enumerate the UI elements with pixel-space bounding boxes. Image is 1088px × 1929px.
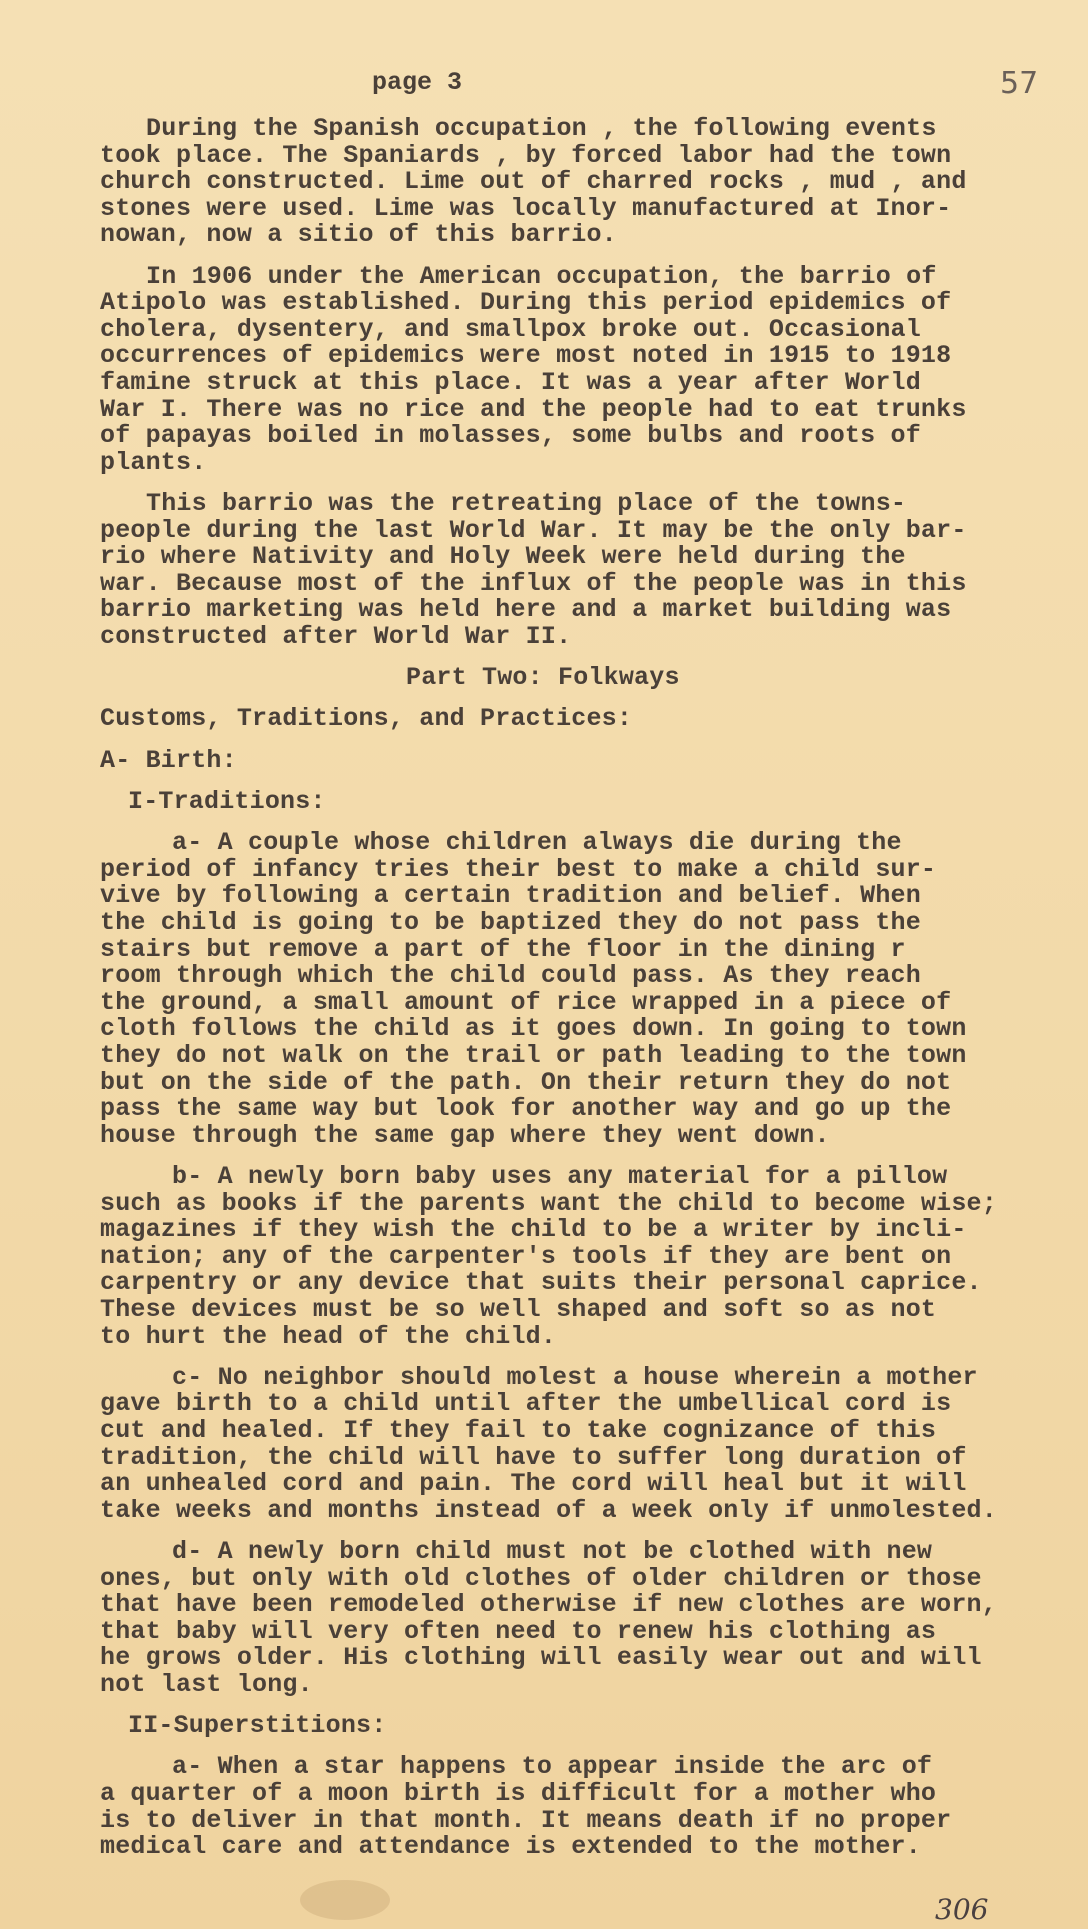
paragraph-line: stairs but remove a part of the floor in the dining r (100, 935, 906, 964)
paragraph-line: that baby will very often need to renew his clothing as (100, 1617, 937, 1646)
paragraph-line: barrio marketing was held here and a market building was (100, 595, 952, 624)
page-label: page 3 (372, 68, 463, 97)
paragraph-line: nation; any of the carpenter's tools if they are bent on (100, 1242, 952, 1271)
subsection-heading: A- Birth: (100, 746, 237, 775)
paragraph-line: c- No neighbor should molest a house wherein a mother (172, 1363, 978, 1392)
paragraph-line: take weeks and months instead of a week only if unmolested. (100, 1496, 997, 1525)
paragraph-line: d- A newly born child must not be clothed with new (172, 1537, 933, 1566)
paragraph-line: people during the last World War. It may be the only bar- (100, 516, 967, 545)
paragraph-line: took place. The Spaniards , by forced labor had the town (100, 141, 952, 170)
paragraph-line: During the Spanish occupation , the following events (146, 114, 937, 143)
subsection-heading: Customs, Traditions, and Practices: (100, 704, 633, 733)
paragraph-line: but on the side of the path. On their return they do not (100, 1068, 952, 1097)
paragraph-line: cloth follows the child as it goes down. In going to town (100, 1014, 967, 1043)
paragraph-line: tradition, the child will have to suffer long duration of (100, 1443, 967, 1472)
paragraph-line: he grows older. His clothing will easily wear out and will (100, 1643, 982, 1672)
paragraph-line: house through the same gap where they went down. (100, 1121, 830, 1150)
paragraph-line: ones, but only with old clothes of older children or those (100, 1564, 982, 1593)
handwritten-page-number: 306 (935, 1893, 989, 1926)
paragraph-line: an unhealed cord and pain. The cord will heal but it will (100, 1469, 967, 1498)
paragraph-line: stones were used. Lime was locally manufactured at Inor- (100, 194, 952, 223)
paragraph-line: a- A couple whose children always die during the (172, 828, 902, 857)
paragraph-line: constructed after World War II. (100, 622, 572, 651)
paragraph-line: period of infancy tries their best to make a child sur- (100, 855, 937, 884)
paragraph-line: war. Because most of the influx of the people was in this (100, 569, 967, 598)
paragraph-line: famine struck at this place. It was a year after World (100, 368, 921, 397)
paragraph-line: vive by following a certain tradition and belief. When (100, 881, 921, 910)
paragraph-line: carpentry or any device that suits their personal caprice. (100, 1268, 982, 1297)
paragraph-line: a- When a star happens to appear inside the arc of (172, 1752, 933, 1781)
paragraph-line: War I. There was no rice and the people had to eat trunks (100, 395, 967, 424)
paragraph-line: not last long. (100, 1670, 313, 1699)
paragraph-line: the ground, a small amount of rice wrapped in a piece of (100, 988, 952, 1017)
paragraph-line: This barrio was the retreating place of the towns- (146, 489, 907, 518)
paragraph-line: cut and healed. If they fail to take cognizance of this (100, 1416, 937, 1445)
paragraph-line: plants. (100, 448, 207, 477)
paragraph-line: such as books if the parents want the child to become wise; (100, 1189, 997, 1218)
page-number: 57 (1000, 66, 1039, 101)
paragraph-line: Atipolo was established. During this period epidemics of (100, 288, 952, 317)
paragraph-line: of papayas boiled in molasses, some bulbs and roots of (100, 421, 921, 450)
paragraph-line: medical care and attendance is extended to the mother. (100, 1832, 921, 1861)
paragraph-line: These devices must be so well shaped and soft so as not (100, 1295, 937, 1324)
paragraph-line: is to deliver in that month. It means death if no proper (100, 1806, 952, 1835)
paragraph-line: occurrences of epidemics were most noted in 1915 to 1918 (100, 341, 952, 370)
paragraph-line: b- A newly born baby uses any material for a pillow (172, 1162, 948, 1191)
paragraph-line: pass the same way but look for another way and go up the (100, 1094, 952, 1123)
paragraph-line: a quarter of a moon birth is difficult for a mother who (100, 1779, 937, 1808)
paragraph-line: room through which the child could pass. As they reach (100, 961, 921, 990)
paragraph-line: to hurt the head of the child. (100, 1322, 557, 1351)
subsection-heading: I-Traditions: (128, 787, 326, 816)
paragraph-line: that have been remodeled otherwise if new clothes are worn, (100, 1590, 997, 1619)
paragraph-line: rio where Nativity and Holy Week were held during the (100, 542, 906, 571)
paragraph-line: nowan, now a sitio of this barrio. (100, 220, 617, 249)
paragraph-line: they do not walk on the trail or path leading to the town (100, 1041, 967, 1070)
subsection-heading: II-Superstitions: (128, 1711, 387, 1740)
paragraph-line: In 1906 under the American occupation, the barrio of (146, 262, 937, 291)
paragraph-line: the child is going to be baptized they do not pass the (100, 908, 921, 937)
paragraph-line: cholera, dysentery, and smallpox broke out. Occasional (100, 315, 921, 344)
stain (300, 1880, 390, 1920)
paragraph-line: church constructed. Lime out of charred rocks , mud , and (100, 167, 967, 196)
section-title: Part Two: Folkways (406, 663, 680, 692)
paragraph-line: gave birth to a child until after the umbellical cord is (100, 1389, 952, 1418)
paragraph-line: magazines if they wish the child to be a writer by incli- (100, 1215, 967, 1244)
